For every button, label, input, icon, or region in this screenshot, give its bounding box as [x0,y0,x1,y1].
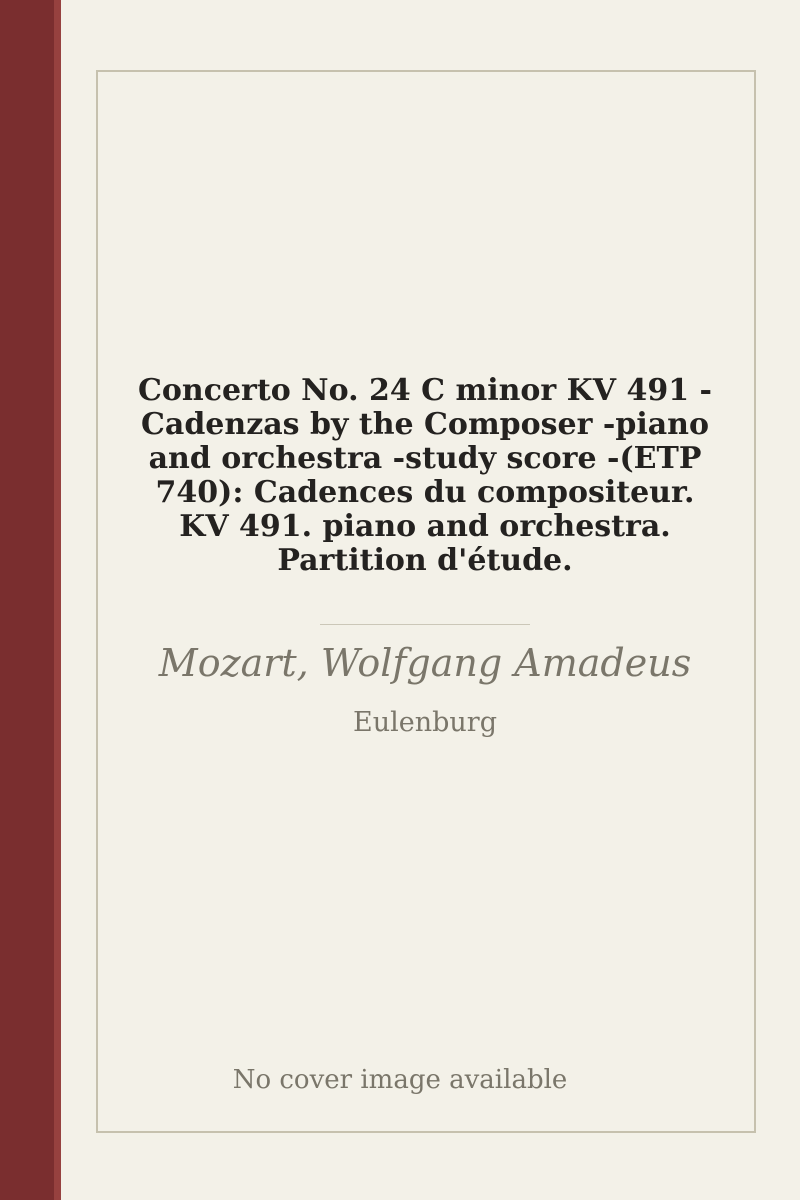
book-spine [0,0,54,1200]
cover-frame [96,70,756,1133]
book-publisher: Eulenburg [353,707,497,738]
book-spine-edge [54,0,61,1200]
title-divider [320,624,530,625]
book-title: Concerto No. 24 C minor KV 491 -Cadenzas by the Composer -piano and orchestra -study score -(ETP 740): Cadences du compositeur. KV 491. piano and orchestra. Partition d'étude. [138,373,712,578]
book-author: Mozart, Wolfgang Amadeus [158,641,692,685]
no-cover-note: No cover image available [232,1065,568,1095]
